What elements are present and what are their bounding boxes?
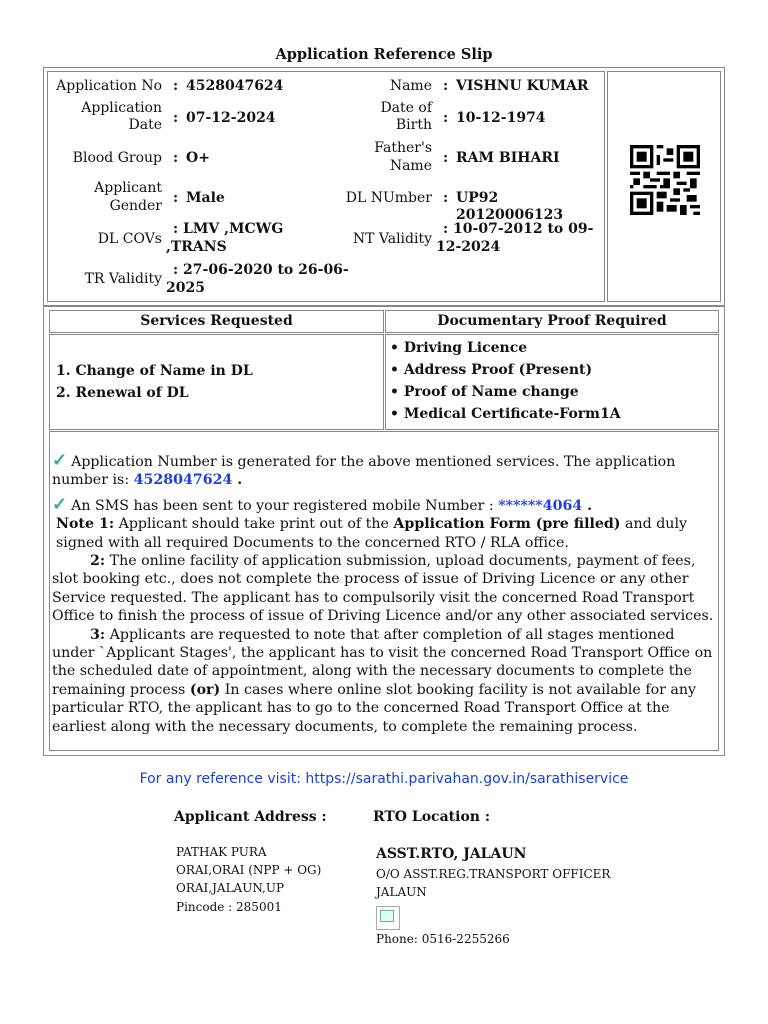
blood-group-value: O+ — [186, 150, 210, 166]
broken-image-icon — [376, 906, 400, 930]
dob-label-1: Date of — [380, 100, 432, 116]
app-no-label: Application No — [56, 78, 162, 94]
doc-item: • Address Proof (Present) — [390, 362, 593, 378]
applicant-address-label: Applicant Address : — [174, 809, 327, 825]
message-1-text: Application Number is generated for the above mentioned services. The application number is: — [52, 454, 676, 489]
note-2-label: 2: — [90, 553, 106, 570]
name-label: Name — [389, 78, 432, 94]
nt-validity-value-1: : 10-07-2012 to 09- — [443, 221, 594, 237]
note-3-text: Applicants are requested to note that after completion of all stages mentioned under `Applicant Stages', the applicant has to visit the concerned Road Transport Office on the scheduled date of appointment, along with the necessary documents to complete the remaining process — [52, 626, 713, 698]
tr-validity-value-2: 2025 — [166, 280, 205, 296]
note-3-text-end: In cases where online slot booking facility is not available for any particular RTO, the applicant has to go to the concerned Road Transport Office at the earliest along with the necessary documents, to complete the remaining process. — [52, 681, 697, 735]
note-3-bold: (or) — [189, 681, 221, 698]
colon: : — [173, 78, 179, 94]
applicant-details-table — [47, 71, 605, 302]
address-line: PATHAK PURA — [176, 845, 267, 859]
app-date-label-2: Date — [128, 117, 162, 133]
colon: : — [443, 150, 449, 166]
note-2 — [52, 552, 716, 626]
colon: : — [443, 190, 449, 206]
check-icon: ✓ — [52, 493, 68, 515]
qr-code-cell — [607, 71, 721, 302]
dl-covs-value-2: ,TRANS — [166, 239, 227, 255]
services-header-cell — [49, 310, 384, 333]
father-name-value: RAM BIHARI — [456, 150, 560, 166]
rto-line: JALAUN — [376, 885, 427, 899]
dl-covs-label: DL COVs — [97, 231, 162, 247]
colon: : — [173, 150, 179, 166]
rto-phone: Phone: 0516-2255266 — [376, 932, 510, 946]
dl-covs-value-1: : LMV ,MCWG — [173, 221, 284, 237]
note-1 — [52, 515, 716, 552]
address-line: ORAI,JALAUN,UP — [176, 881, 285, 895]
page-title: Application Reference Slip — [275, 46, 493, 63]
colon: : — [173, 110, 179, 126]
rto-line: O/O ASST.REG.TRANSPORT OFFICER — [376, 867, 611, 881]
services-header: Services Requested — [140, 313, 293, 329]
app-date-value: 07-12-2024 — [186, 110, 276, 126]
app-no-value: 4528047624 — [186, 78, 284, 94]
dl-number-label: DL NUmber — [345, 190, 432, 206]
reference-link[interactable]: For any reference visit: https://sarathi.parivahan.gov.in/sarathiservice — [139, 771, 629, 787]
name-value: VISHNU KUMAR — [456, 78, 589, 94]
rto-location-label: RTO Location : — [373, 809, 490, 825]
docs-list-cell — [385, 334, 719, 430]
note-1-label: Note 1: — [56, 516, 115, 533]
period: . — [582, 497, 593, 514]
colon: : — [173, 190, 179, 206]
qr-code-icon — [630, 145, 700, 215]
tr-validity-label: TR Validity — [84, 271, 162, 287]
father-label-2: Name — [389, 158, 432, 174]
app-date-label-1: Application — [81, 100, 162, 116]
dob-value: 10-12-1974 — [456, 110, 546, 126]
service-item: 2. Renewal of DL — [56, 385, 189, 401]
note-1-text: Applicant should take print out of the — [114, 516, 394, 533]
colon: : — [443, 110, 449, 126]
nt-validity-value-2: 12-2024 — [436, 239, 501, 255]
doc-item: • Medical Certificate-Form1A — [390, 406, 621, 422]
dob-label-2: Birth — [395, 117, 432, 133]
blood-group-label: Blood Group — [72, 150, 162, 166]
rto-name: ASST.RTO, JALAUN — [376, 846, 527, 862]
mobile-number-masked: ******4064 — [498, 497, 583, 514]
application-number-highlight: 4528047624 — [133, 472, 233, 489]
father-label-1: Father's — [374, 140, 432, 156]
note-1-text-end: and duly signed with all required Documents to the concerned RTO / RLA office. — [56, 516, 688, 551]
address-line: ORAI,ORAI (NPP + OG) — [176, 863, 322, 877]
note-3-label: 3: — [90, 626, 106, 643]
service-item: 1. Change of Name in DL — [56, 363, 253, 379]
colon: : — [443, 78, 449, 94]
message-2-text: An SMS has been sent to your registered mobile Number : — [71, 497, 499, 514]
nt-validity-label: NT Validity — [352, 231, 432, 247]
address-pincode: Pincode : 285001 — [176, 900, 282, 914]
dl-number-value: UP92 20120006123 — [456, 190, 564, 223]
check-icon: ✓ — [52, 450, 68, 471]
note-2-text: The online facility of application submission, upload documents, payment of fees, slot booking etc., does not complete the process of issue of Driving Licence or any other Service requested. The applicant has to compulsorily visit the concerned Road Transport Office to finish the process of issue of Driving Licence and/or any other associated services. — [52, 553, 714, 625]
gender-value: Male — [186, 190, 225, 206]
doc-item: • Proof of Name change — [390, 384, 579, 400]
note-3 — [52, 626, 716, 736]
doc-item: • Driving Licence — [390, 340, 528, 356]
gender-label-2: Gender — [109, 198, 162, 214]
message-2 — [52, 493, 716, 515]
services-list-cell — [49, 334, 384, 430]
period: . — [232, 472, 243, 489]
gender-label-1: Applicant — [94, 180, 162, 196]
docs-header-cell — [385, 310, 719, 333]
message-1 — [52, 452, 716, 490]
docs-header: Documentary Proof Required — [437, 313, 667, 329]
notes-text — [52, 452, 716, 736]
note-1-bold: Application Form (pre filled) — [393, 516, 621, 533]
tr-validity-value-1: : 27-06-2020 to 26-06- — [173, 262, 349, 278]
